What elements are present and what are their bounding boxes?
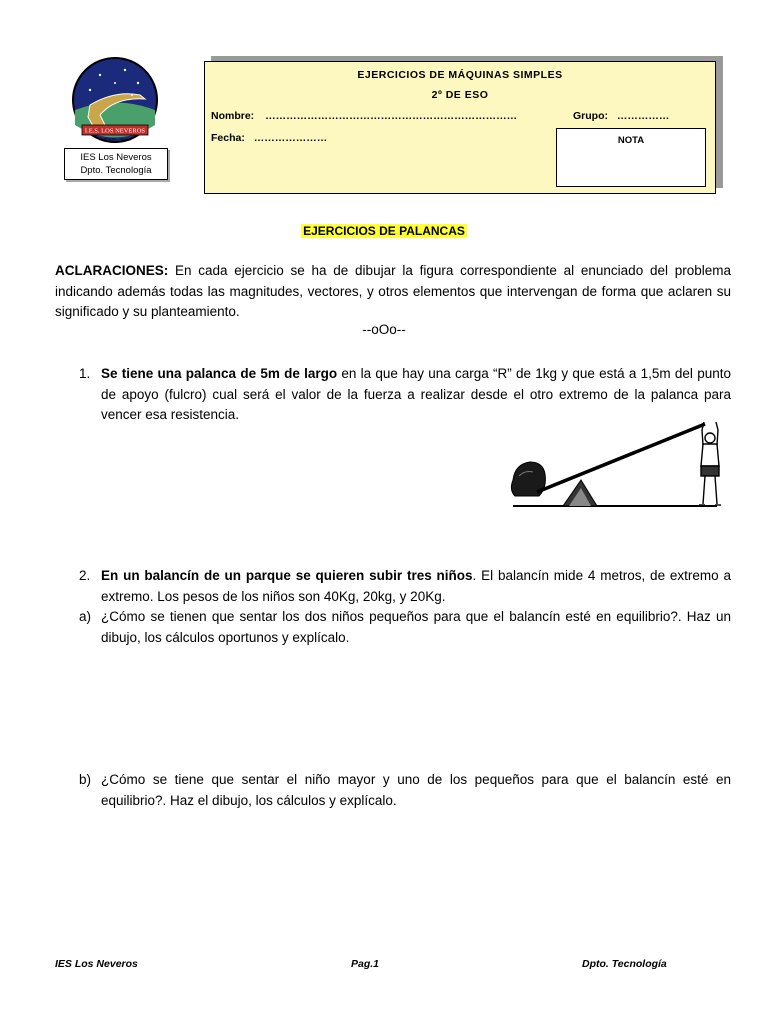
grupo-field[interactable]: …………… — [616, 110, 670, 122]
logo-subtext: HUÉTOR - VEGA — [99, 136, 131, 142]
nombre-label: Nombre: — [211, 110, 255, 122]
school-logo — [70, 55, 160, 145]
fecha-row — [211, 132, 327, 144]
exercise-1-marker: 1. — [79, 366, 91, 381]
exercise-2b-text: ¿Cómo se tiene que sentar el niño mayor y uno de los pequeños para que el balancín esté en equilibrio?. Haz el dibujo, los cálculos y explícalo. — [101, 772, 731, 808]
section-title: EJERCICIOS DE PALANCAS — [303, 224, 465, 238]
header-box — [204, 61, 716, 194]
footer-page-number: Pag.1 — [351, 958, 380, 970]
exercise-1-bold: Se tiene una palanca de 5m de largo — [101, 366, 338, 381]
footer-department: Dpto. Tecnología — [582, 958, 667, 970]
school-name: IES Los Neveros — [80, 152, 152, 163]
footer-school: IES Los Neveros — [55, 958, 138, 970]
grupo-label: Grupo: — [573, 110, 608, 122]
nota-box[interactable] — [556, 128, 706, 187]
fecha-label: Fecha: — [211, 132, 245, 144]
exercise-2a-text: ¿Cómo se tienen que sentar los dos niños pequeños para que el balancín esté en equilibrio?. Haz un dibujo, los cálculos oportunos y explícalo. — [101, 609, 731, 645]
exercise-1-text: Se tiene una palanca de 5m de largo en la que hay una carga “R” de 1kg y que está a 1,5m del punto de apoyo (fulcro) cual será el valor de la fuerza a realizar desde el otro extremo de la palanca para vencer esa resistencia. — [101, 366, 731, 422]
fecha-field[interactable]: ………………… — [253, 132, 328, 144]
aclaraciones-paragraph — [55, 261, 731, 323]
school-info-box — [64, 148, 168, 180]
aclaraciones-label: ACLARACIONES: — [55, 263, 169, 278]
logo-text: I.E.S. LOS NEVEROS — [84, 127, 146, 135]
worksheet-title: EJERCICIOS DE MÁQUINAS SIMPLES — [357, 69, 563, 81]
course-level: 2º DE ESO — [431, 89, 489, 101]
separator: --oOo-- — [362, 322, 406, 337]
department-name: Dpto. Tecnología — [80, 165, 152, 176]
aclaraciones-text: En cada ejercicio se ha de dibujar la figura correspondiente al enunciado del problema indicando además todas las magnitudes, vectores, y otros elementos que intervengan de forma que aclaren su significado y su planteamiento. — [55, 263, 731, 319]
exercise-2a-marker: a) — [79, 609, 92, 624]
lever-illustration — [505, 418, 725, 513]
grupo-row — [573, 110, 669, 122]
nombre-row — [211, 110, 517, 122]
man-icon — [699, 422, 721, 505]
nota-label: NOTA — [617, 135, 645, 146]
nombre-field[interactable]: ……………………………………………………………… — [265, 110, 518, 122]
exercise-2-text: En un balancín de un parque se quieren subir tres niños. El balancín mide 4 metros, de extremo a extremo. Los pesos de los niños son 40Kg, 20kg, y 20Kg. — [101, 568, 731, 604]
exercise-2b-marker: b) — [79, 772, 92, 787]
exercise-2-bold: En un balancín de un parque se quieren subir tres niños — [101, 568, 473, 583]
exercise-2-marker: 2. — [79, 568, 91, 583]
